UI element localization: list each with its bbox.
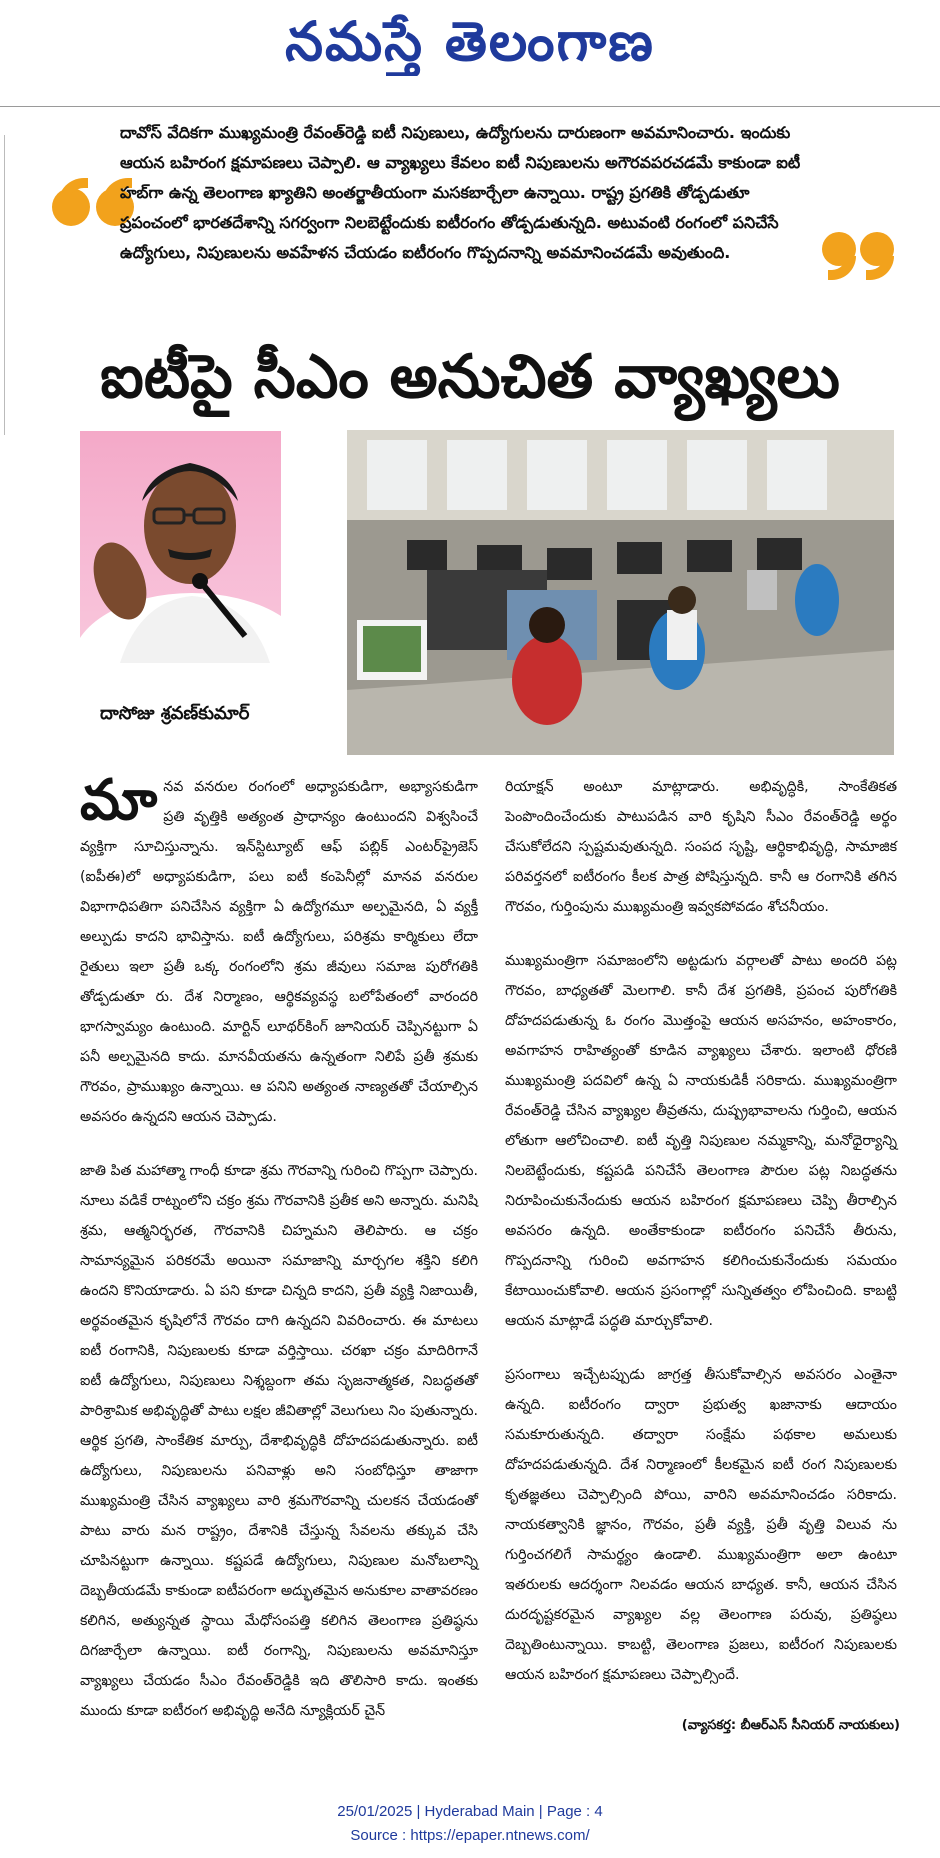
headline: ఐటీపై సీఎం అనుచిత వ్యాఖ్యలు xyxy=(100,342,840,412)
office-illustration xyxy=(347,430,894,755)
article-column-1 xyxy=(80,768,478,1726)
close-quote-icon xyxy=(822,230,897,285)
article-paragraph: జాతి పిత మహాత్మా గాంధీ కూడా శ్రమ గౌరవాన్ని గురించి గొప్పగా చెప్పారు. నూలు వడికే రాట్నంలోని చక్రం శ్రమ గౌరవానికి ప్రతీక అని అన్నారు. మనిషి శ్రమ, ఆత్మనిర్భరత, గౌరవానికి చిహ్నమని తెలిపారు. ఆ చక్రం సామాన్యమైన పరికరమే అయినా సమాజాన్ని మార్చగల శక్తిని కలిగి ఉందని కొనియాడారు. ఏ పని కూడా చిన్నది కాదని, ప్రతీ వ్యక్తి నిజాయితీ, అర్థవంతమైన కృషిలోనే గౌరవం దాగి ఉన్నదని వివరించారు. ఈ మాటలు ఐటీ రంగానికి, నిపుణులకు కూడా వర్తిస్తాయి. చరఖా చక్రం మాదిరిగానే ఐటీ ఉద్యోగులు, నిపుణులు నిశ్శబ్దంగా తమ సృజనాత్మకత, నిబద్ధతతో పారిశ్రామిక అభివృద్ధితో పాటు లక్షల జీవితాల్లో వెలుగులు నిం పుతున్నారు. ఆర్థిక ప్రగతి, సాంకేతిక మార్పు, దేశాభివృద్ధికి దోహదపడుతున్నారు. ఐటీ ఉద్యోగులు, నిపుణులను పనివాళ్లు అని సంబోధిస్తూ తాజాగా ముఖ్యమంత్రి చేసిన వ్యాఖ్యలు వారి శ్రమగౌరవాన్ని చులకన చేయడంతో పాటు వారు మన రాష్ట్రం, దేశానికి చేస్తున్న సేవలను తక్కువ చేసి చూపినట్టుగా ఉన్నాయి. కష్టపడే ఉద్యోగులు, నిపుణుల మనోబలాన్ని దెబ్బతీయడమే కాకుండా ఐటీపరంగా అద్భుతమైన అనుకూల వాతావరణం కలిగిన, అత్యున్నత స్థాయి మేధోసంపత్తి కలిగిన తెలంగాణ ప్రతిష్ఠను దిగజార్చేలా ఉన్నాయి. ఐటీ రంగాన్ని, నిపుణులను అవమానిస్తూ వ్యాఖ్యలు చేయడం సీఎం రేవంత్‌రెడ్డికి ఇది తొలిసారి కాదు. ఇంతకు ముందు కూడా ఐటీరంగ అభివృద్ధి అనేది న్యూక్లియర్ చైన్ xyxy=(80,1163,478,1719)
article-column-2 xyxy=(505,772,897,1690)
article-paragraph: ప్రసంగాలు ఇచ్చేటప్పుడు జాగ్రత్త తీసుకోవాల్సిన అవసరం ఎంతైనా ఉన్నది. ఐటీరంగం ద్వారా ప్రభుత్వ ఖజానాకు ఆదాయం సమకూరుతున్నది. తద్వారా సంక్షేమ పథకాల అమలుకు దోహదపడుతున్నది. దేశ నిర్మాణంలో కీలకమైన ఐటీ రంగ నిపుణులకు కృతజ్ఞతలు చెప్పాల్సింది పోయి, వారిని అవమానించడం సరికాదు. నాయకత్వానికి జ్ఞానం, గౌరవం, ప్రతీ వ్యక్తి, ప్రతీ వృత్తి విలువ ను గుర్తించగలిగే సామర్థ్యం ఉండాలి. ముఖ్యమంత్రిగా అలా ఉంటూ ఇతరులకు ఆదర్శంగా నిలవడం ఆయన బాధ్యత. కానీ, ఆయన చేసిన దురదృష్టకరమైన వ్యాఖ్యల వల్ల తెలంగాణ పరువు, ప్రతిష్ఠలు దెబ్బతింటున్నాయి. కాబట్టి, తెలంగాణ ప్రజలు, ఐటీరంగ నిపుణులకు ఆయన బహిరంగ క్షమాపణలు చెప్పాల్సిందే. xyxy=(505,1367,897,1683)
edition-info: 25/01/2025 | Hyderabad Main | Page : 4 xyxy=(337,1803,603,1820)
it-office-photo xyxy=(347,430,894,755)
source-link[interactable]: Source : https://epaper.ntnews.com/ xyxy=(350,1827,590,1844)
portrait-illustration xyxy=(80,431,281,663)
drop-cap: మా xyxy=(80,768,158,833)
page-footer xyxy=(0,1800,940,1848)
masthead-divider xyxy=(0,106,940,107)
article-paragraph: ముఖ్యమంత్రిగా సమాజంలోని అట్టడుగు వర్గాలతో పాటు అందరి పట్ల గౌరవం, బాధ్యతతో మెలగాలి. కానీ దేశ ప్రగతికి, ప్రపంచ పురోగతికి దోహదపడుతున్న ఓ రంగం మొత్తంపై ఆయన అసహనం, అహంకారం, అవగాహన రాహిత్యంతో కూడిన వ్యాఖ్యలు చేశారు. ఇలాంటి ధోరణి ముఖ్యమంత్రి పదవిలో ఉన్న ఏ నాయకుడికీ సరికాదు. ముఖ్యమంత్రిగా రేవంత్‌రెడ్డి చేసిన వ్యాఖ్యల తీవ్రతను, దుష్ప్రభావాలను గుర్తించి, ఆయన లోతుగా ఆలోచించాలి. ఐటీ వృత్తి నిపుణుల నమ్మకాన్ని, మనోధైర్యాన్ని నిలబెట్టేందుకు, కష్టపడి పనిచేసే తెలంగాణ పౌరుల పట్ల నిబద్ధతను నిరూపించుకునేందుకు ఆయన బహిరంగ క్షమాపణలు చెప్పి తీరాల్సిన అవసరం ఉన్నది. అంతేకాకుండా ఐటీరంగం పనిచేసే తీరును, గొప్పదనాన్ని గురించి అవగాహన కలిగించుకునేందుకు సమయం కేటాయించుకోవాలి. ఆయన ప్రసంగాల్లో సున్నితత్వం లోపించింది. కాబట్టి ఆయన మాట్లాడే పద్ధతి మార్చుకోవాలి. xyxy=(505,953,897,1329)
photo-caption: దాసోజు శ్రవణ్‌కుమార్ xyxy=(100,703,250,724)
lead-paragraph: దావోస్ వేదికగా ముఖ్యమంత్రి రేవంత్‌రెడ్డి ఐటీ నిపుణులు, ఉద్యోగులను దారుణంగా అవమానించారు. ఇందుకు ఆయన బహిరంగ క్షమాపణలు చెప్పాలి. ఆ వ్యాఖ్యలు కేవలం ఐటీ నిపుణులను అగౌరవపరచడమే కాకుండా ఐటీ హబ్‌గా ఉన్న తెలంగాణ ఖ్యాతిని అంతర్జాతీయంగా మసకబార్చేలా ఉన్నాయి. రాష్ట్ర ప్రగతికి తోడ్పడుతూ ప్రపంచంలో భారతదేశాన్ని సగర్వంగా నిలబెట్టేందుకు ఐటీరంగం తోడ్పడుతున్నది. అటువంటి రంగంలో పనిచేసే ఉద్యోగులు, నిపుణులను అవహేళన చేయడం ఐటీరంగం గొప్పదనాన్ని అవమానించడమే అవుతుంది. xyxy=(120,123,801,262)
author-byline: (వ్యాసకర్త: బీఆర్‌ఎస్ సీనియర్ నాయకులు) xyxy=(681,1718,900,1733)
margin-rule xyxy=(4,135,5,435)
author-portrait xyxy=(80,431,281,663)
masthead xyxy=(0,0,940,96)
masthead-logo: నమస్తే తెలంగాణ xyxy=(285,9,655,73)
article-paragraph: నవ వనరుల రంగంలో అధ్యాపకుడిగా, అభ్యాసకుడిగా ప్రతి వృత్తికి అత్యంత ప్రాధాన్యం ఉంటుందని విశ్వసించే వ్యక్తిగా సూచిస్తున్నాను. ఇన్‌స్టిట్యూట్ ఆఫ్ పబ్లిక్ ఎంటర్‌ప్రైజెస్ (ఐపీఈ)లో అధ్యాపకుడిగా, పలు ఐటీ కంపెనీల్లో మానవ వనరుల విభాగాధిపతిగా పనిచేసిన వ్యక్తిగా ఏ ఉద్యోగమూ అల్పమైనది, ఏ వ్యక్తీ అల్పుడు కాదని భావిస్తాను. ఐటీ ఉద్యోగులు, పరిశ్రమ కార్మికులు లేదా రైతులు ఇలా ప్రతీ ఒక్క రంగంలోని శ్రమ జీవులు సమాజ పురోగతికి తోడ్పడుతూ రు. దేశ నిర్మాణం, ఆర్థికవ్యవస్థ బలోపేతంలో వారందరి భాగస్వామ్యం ఉంటుంది. మార్టిన్ లూథర్‌కింగ్ జూనియర్ చెప్పినట్టుగా ఏ పనీ అల్పమైనది కాదు. మానవీయతను ఉన్నతంగా నిలిపే ప్రతీ శ్రమకు గౌరవం, ప్రాముఖ్యం ఉన్నాయి. ఆ పనిని అత్యంత నాణ్యతతో చేయాల్సిన అవసరం ఉన్నదని ఆయన చెప్పాడు. xyxy=(80,779,478,1125)
article-paragraph: రియాక్షన్ అంటూ మాట్లాడారు. అభివృద్ధికి, సాంకేతికత పెంపొందించేందుకు పాటుపడిన వారి కృషిని సీఎం రేవంత్‌రెడ్డి అర్థం చేసుకోలేదని స్పష్టమవుతున్నది. సంపద సృష్టి, ఆర్థికాభివృద్ధి, సామాజిక పరివర్తనలో ఐటీరంగం కీలక పాత్ర పోషిస్తున్నది. కానీ ఆ రంగానికి తగిన గౌరవం, గుర్తింపును ముఖ్యమంత్రి ఇవ్వకపోవడం శోచనీయం. xyxy=(505,779,897,915)
